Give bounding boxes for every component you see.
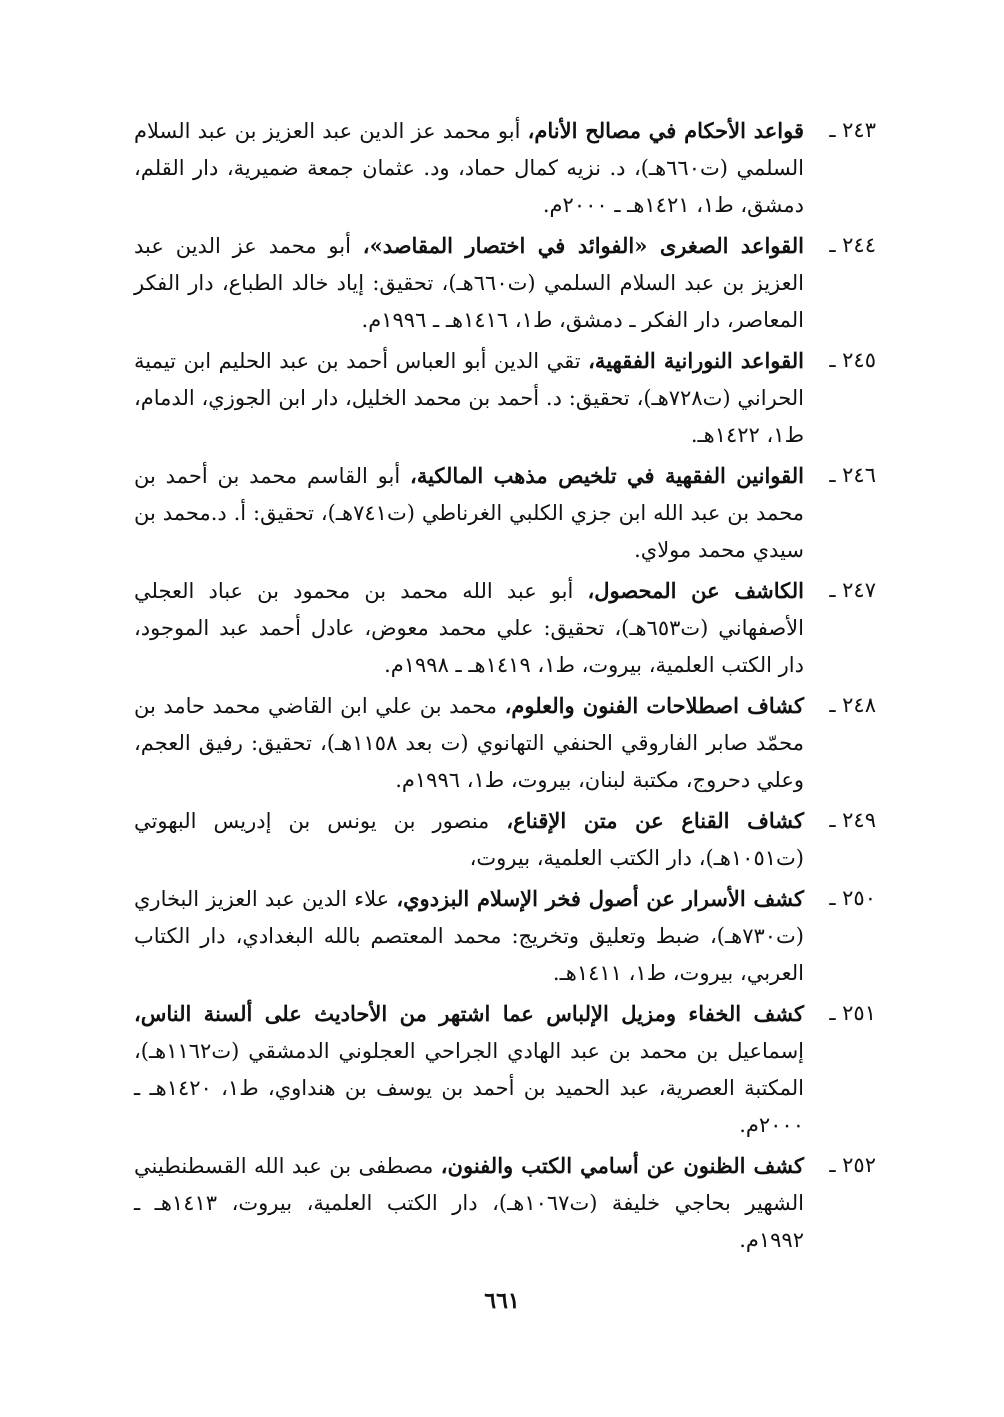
entry-title: كشف الأسرار عن أصول فخر الإسلام البزدوي، xyxy=(396,886,804,911)
entry-number: ٢٤٤ ـ xyxy=(829,233,876,257)
entry-details: تقي الدين أبو العباس أحمد بن عبد الحليم ابن تيمية الحراني (ت٧٢٨هـ)، تحقيق: د. أحمد بن محمد الخليل، دار ابن الجوزي، الدمام، ط١، ١٤٢٢هـ. xyxy=(134,349,804,447)
entry-details: مصطفى بن عبد الله القسطنطيني الشهير بحاجي خليفة (ت١٠٦٧هـ)، دار الكتب العلمية، بيروت، ١٤١٣هـ ـ ١٩٩٢م. xyxy=(134,1154,804,1252)
entry-title: القواعد الصغرى «الفوائد في اختصار المقاصد»، xyxy=(362,233,804,258)
bibliography-entry xyxy=(134,572,876,684)
entry-number: ٢٤٧ ـ xyxy=(829,578,876,602)
entry-title: كشف الظنون عن أسامي الكتب والفنون، xyxy=(440,1153,804,1178)
entry-details: إسماعيل بن محمد بن عبد الهادي الجراحي العجلوني الدمشقي (ت١١٦٢هـ)، المكتبة العصرية، عبد الحميد بن أحمد بن يوسف بن هنداوي، ط١، ١٤٢٠هـ ـ ٢٠٠٠م. xyxy=(134,1039,804,1137)
entry-title: كشف الخفاء ومزيل الإلباس عما اشتهر من الأحاديث على ألسنة الناس، xyxy=(134,1001,804,1026)
entry-title: كشاف القناع عن متن الإقناع، xyxy=(506,808,805,833)
bibliography-entry xyxy=(134,1147,876,1259)
bibliography-entry xyxy=(134,802,876,877)
entry-title: القواعد النورانية الفقهية، xyxy=(588,348,804,373)
entry-title: كشاف اصطلاحات الفنون والعلوم، xyxy=(504,693,805,718)
bibliography-entry xyxy=(134,687,876,799)
entry-title: الكاشف عن المحصول، xyxy=(587,578,804,603)
entry-number: ٢٤٩ ـ xyxy=(829,808,876,832)
bibliography-entry xyxy=(134,457,876,569)
bibliography-entry xyxy=(134,227,876,339)
bibliography-entry xyxy=(134,995,876,1144)
entry-title: قواعد الأحكام في مصالح الأنام، xyxy=(527,118,804,143)
bibliography-page xyxy=(134,112,876,1262)
entry-number: ٢٥٢ ـ xyxy=(829,1153,876,1177)
entry-details: محمد بن علي ابن القاضي محمد حامد بن محمّد صابر الفاروقي الحنفي التهانوي (ت بعد ١١٥٨هـ)، تحقيق: رفيق العجم، وعلي دحروج، مكتبة لبنان، بيروت، ط١، ١٩٩٦م. xyxy=(134,694,804,792)
bibliography-entry xyxy=(134,112,876,224)
entry-number: ٢٤٥ ـ xyxy=(829,348,876,372)
entry-number: ٢٥١ ـ xyxy=(829,1001,876,1025)
entry-details: أبو محمد عز الدين عبد العزيز بن عبد السلام السلمي (ت٦٦٠هـ)، د. نزيه كمال حماد، ود. عثمان جمعة ضميرية، دار القلم، دمشق، ط١، ١٤٢١هـ ـ ٢٠٠٠م. xyxy=(134,119,805,217)
entry-details: منصور بن يونس بن إدريس البهوتي (ت١٠٥١هـ)، دار الكتب العلمية، بيروت، xyxy=(134,809,804,870)
entry-details: أبو محمد عز الدين عبد العزيز بن عبد السلام السلمي (ت٦٦٠هـ)، تحقيق: إياد خالد الطباع، دار الفكر المعاصر، دار الفكر ـ دمشق، ط١، ١٤١٦هـ ـ ١٩٩٦م. xyxy=(134,234,804,332)
bibliography-entry xyxy=(134,880,876,992)
entry-title: القوانين الفقهية في تلخيص مذهب المالكية، xyxy=(410,463,804,488)
entry-details: أبو عبد الله محمد بن محمود بن عباد العجلي الأصفهاني (ت٦٥٣هـ)، تحقيق: علي محمد معوض، عادل أحمد عبد الموجود، دار الكتب العلمية، بيروت، ط١، ١٤١٩هـ ـ ١٩٩٨م. xyxy=(134,579,804,677)
entry-number: ٢٤٣ ـ xyxy=(829,118,876,142)
page-number: ٦٦١ xyxy=(484,1288,520,1314)
entry-details: علاء الدين عبد العزيز البخاري (ت٧٣٠هـ)، ضبط وتعليق وتخريج: محمد المعتصم بالله البغدادي، دار الكتاب العربي، بيروت، ط١، ١٤١١هـ. xyxy=(134,887,804,985)
entry-details: أبو القاسم محمد بن أحمد بن محمد بن عبد الله ابن جزي الكلبي الغرناطي (ت٧٤١هـ)، تحقيق: أ. د.محمد بن سيدي محمد مولاي. xyxy=(134,464,804,562)
bibliography-entry xyxy=(134,342,876,454)
entry-number: ٢٥٠ ـ xyxy=(829,886,876,910)
entry-number: ٢٤٦ ـ xyxy=(829,463,876,487)
entry-number: ٢٤٨ ـ xyxy=(829,693,876,717)
